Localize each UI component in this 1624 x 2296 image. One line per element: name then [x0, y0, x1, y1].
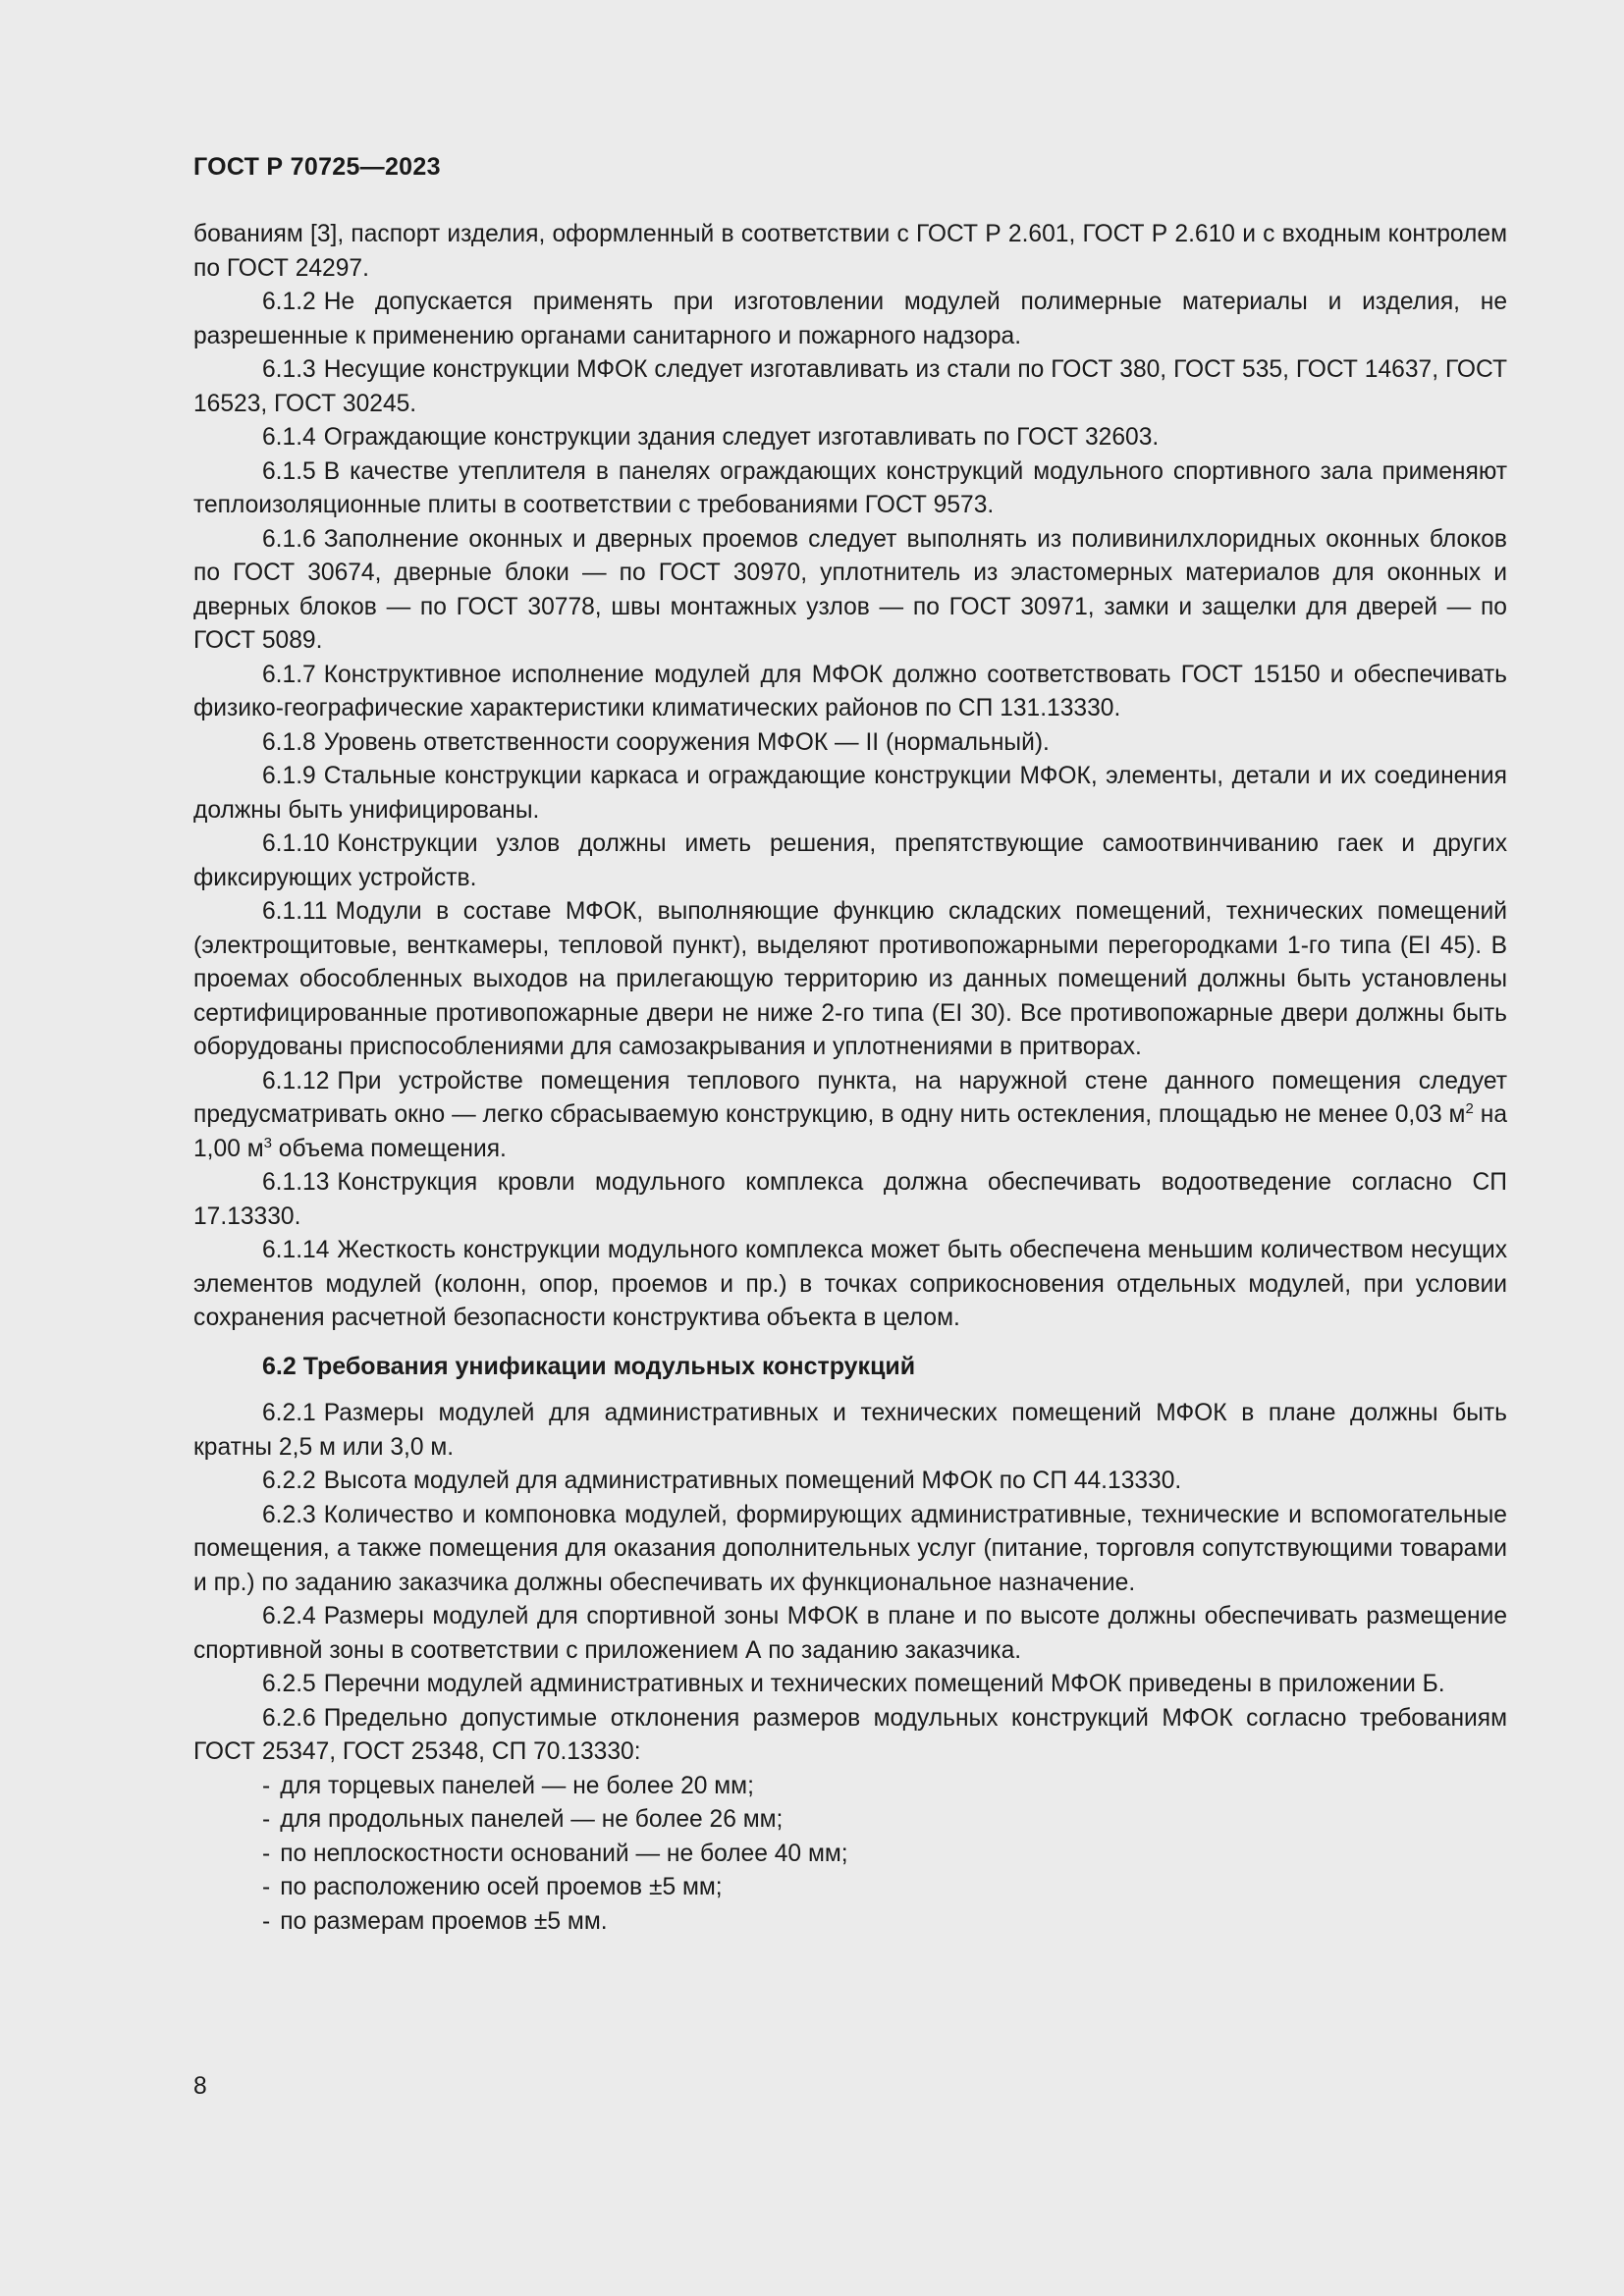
- list-item-text: для торцевых панелей — не более 20 мм;: [280, 1772, 754, 1799]
- paragraph-text: Размеры модулей для спортивной зоны МФОК в плане и по высоте должны обеспечивать размещение спортивной зоны в соответствии с приложением А по заданию заказчика.: [193, 1603, 1507, 1664]
- paragraph-text: Заполнение оконных и дверных проемов следует выполнять из поливинилхлоридных оконных блоков по ГОСТ 30674, дверные блоки — по ГОСТ 30970, уплотнитель из эластомерных материалов для оконных и дверных блоков — по ГОСТ 30778, швы монтажных узлов — по ГОСТ 30971, замки и защелки для дверей — по ГОСТ 5089.: [193, 525, 1507, 654]
- superscript: 3: [263, 1134, 272, 1151]
- list-dash: -: [262, 1840, 271, 1867]
- paragraph-text: Перечни модулей административных и технических помещений МФОК приведены в приложении Б.: [323, 1671, 1445, 1697]
- paragraph-6-1-12: [193, 1065, 1507, 1167]
- clause-number: 6.1.2: [262, 289, 316, 315]
- list-dash: -: [262, 1907, 271, 1935]
- list-item: [262, 1770, 1507, 1804]
- clause-number: 6.1.9: [262, 763, 316, 789]
- paragraph-6-1-3: [193, 353, 1507, 421]
- clause-number: 6.1.7: [262, 661, 316, 688]
- paragraph-text: Стальные конструкции каркаса и ограждающие конструкции МФОК, элементы, детали и их соединения должны быть унифицированы.: [193, 763, 1507, 824]
- paragraph-text: Количество и компоновка модулей, формирующих административные, технические и вспомогательные помещения, а также помещения для оказания дополнительных услуг (питание, торговля сопутствующими товарами и пр.) по заданию заказчика должны обеспечивать их функциональное назначение.: [193, 1501, 1507, 1596]
- paragraph-text: В качестве утеплителя в панелях ограждающих конструкций модульного спортивного зала применяют теплоизоляционные плиты в соответствии с требованиями ГОСТ 9573.: [193, 457, 1507, 518]
- clause-number: 6.1.14: [262, 1237, 330, 1263]
- paragraph-6-1-4: [193, 421, 1507, 455]
- paragraph-text: Модули в составе МФОК, выполняющие функцию складских помещений, технических помещений (электрощитовые, венткамеры, тепловой пункт), выделяют противопожарными перегородками 1-го типа (EI 45). В проемах обособленных выходов на прилегающую территорию из данных помещений должны быть установлены сертифицированные противопожарные двери не ниже 2-го типа (EI 30). Все противопожарные двери должны быть оборудованы приспособлениями для самозакрывания и уплотнениями в притворах.: [193, 898, 1507, 1060]
- list-item-text: по расположению осей проемов ±5 мм;: [280, 1874, 723, 1900]
- list-item-text: для продольных панелей — не более 26 мм;: [280, 1806, 784, 1833]
- paragraph-text: Уровень ответственности сооружения МФОК — II (нормальный).: [323, 728, 1050, 756]
- paragraph-6-2-2: [193, 1465, 1507, 1499]
- paragraph-6-2-4: [193, 1600, 1507, 1668]
- document-header: ГОСТ Р 70725—2023: [193, 153, 441, 181]
- list-dash: -: [262, 1874, 271, 1900]
- paragraph-text: Конструкция кровли модульного комплекса должна обеспечивать водоотведение согласно СП 17.13330.: [193, 1169, 1507, 1230]
- tolerance-list: [193, 1770, 1507, 1940]
- clause-number: 6.1.3: [262, 356, 316, 383]
- list-item: [262, 1871, 1507, 1905]
- paragraph-text: При устройстве помещения теплового пункта, на наружной стене данного помещения следует предусматривать окно — легко сбрасываемую конструкцию, в одну нить остекления, площадью не менее 0,03 м: [193, 1067, 1507, 1128]
- paragraph-6-2-5: [193, 1668, 1507, 1702]
- page-number: 8: [193, 2073, 207, 2100]
- paragraph-6-1-6: [193, 523, 1507, 659]
- clause-number: 6.1.11: [262, 898, 328, 925]
- paragraph-text: Жесткость конструкции модульного комплекса может быть обеспечена меньшим количеством несущих элементов модулей (колонн, опор, проемов и пр.) в точках соприкосновения отдельных модулей, при условии сохранения расчетной безопасности конструктива объекта в целом.: [193, 1237, 1507, 1331]
- clause-number: 6.2.4: [262, 1603, 316, 1629]
- document-body: [193, 218, 1507, 1939]
- paragraph-6-1-11: [193, 895, 1507, 1065]
- paragraph-6-1-14: [193, 1234, 1507, 1336]
- paragraph-6-1-8: [193, 726, 1507, 761]
- clause-number: 6.2.5: [262, 1671, 316, 1697]
- clause-number: 6.1.12: [262, 1067, 330, 1095]
- clause-number: 6.2.6: [262, 1704, 316, 1732]
- clause-number: 6.1.6: [262, 525, 316, 553]
- clause-number: 6.1.10: [262, 830, 330, 857]
- list-item: [262, 1803, 1507, 1838]
- list-dash: -: [262, 1772, 271, 1799]
- paragraph-text: Высота модулей для административных помещений МФОК по СП 44.13330.: [323, 1468, 1182, 1494]
- paragraph-6-2-1: [193, 1397, 1507, 1465]
- paragraph-6-1-13: [193, 1166, 1507, 1234]
- list-item: [262, 1838, 1507, 1872]
- paragraph-text: Ограждающие конструкции здания следует изготавливать по ГОСТ 32603.: [323, 424, 1160, 451]
- paragraph-continuation: [193, 218, 1507, 286]
- section-heading: 6.2 Требования унификации модульных конструкций: [262, 1352, 916, 1380]
- paragraph-6-1-7: [193, 659, 1507, 726]
- clause-number: 6.2.1: [262, 1400, 316, 1426]
- clause-number: 6.1.4: [262, 424, 316, 451]
- superscript: 2: [1465, 1100, 1474, 1117]
- list-item-text: по размерам проемов ±5 мм.: [280, 1907, 608, 1935]
- clause-number: 6.2.3: [262, 1501, 316, 1528]
- list-item-text: по неплоскостности оснований — не более 40 мм;: [280, 1840, 848, 1867]
- paragraph-text: Конструктивное исполнение модулей для МФОК должно соответствовать ГОСТ 15150 и обеспечивать физико-географические характеристики климатических районов по СП 131.13330.: [193, 661, 1507, 721]
- paragraph-6-1-10: [193, 828, 1507, 895]
- clause-number: 6.1.8: [262, 728, 316, 756]
- paragraph-text: объема помещения.: [271, 1135, 507, 1162]
- paragraph-6-1-5: [193, 455, 1507, 523]
- paragraph-text: бованиям [3], паспорт изделия, оформленный в соответствии с ГОСТ Р 2.601, ГОСТ Р 2.610 и с входным контролем по ГОСТ 24297.: [193, 221, 1507, 282]
- paragraph-6-1-2: [193, 286, 1507, 353]
- document-page: [193, 137, 1507, 1939]
- clause-number: 6.1.5: [262, 457, 316, 485]
- paragraph-text: Предельно допустимые отклонения размеров модульных конструкций МФОК согласно требованиям ГОСТ 25347, ГОСТ 25348, СП 70.13330:: [193, 1704, 1507, 1765]
- paragraph-text: Несущие конструкции МФОК следует изготавливать из стали по ГОСТ 380, ГОСТ 535, ГОСТ 14637, ГОСТ 16523, ГОСТ 30245.: [193, 356, 1507, 417]
- paragraph-6-2-3: [193, 1499, 1507, 1601]
- list-item: [262, 1905, 1507, 1940]
- clause-number: 6.1.13: [262, 1169, 330, 1196]
- paragraph-6-1-9: [193, 760, 1507, 828]
- paragraph-text: на 1,00 м: [193, 1101, 1508, 1162]
- clause-number: 6.2.2: [262, 1468, 316, 1494]
- paragraph-text: Конструкции узлов должны иметь решения, препятствующие самоотвинчиванию гаек и других фиксирующих устройств.: [193, 830, 1507, 891]
- paragraph-text: Не допускается применять при изготовлении модулей полимерные материалы и изделия, не разрешенные к применению органами санитарного и пожарного надзора.: [193, 289, 1507, 349]
- paragraph-6-2-6: [193, 1702, 1507, 1770]
- paragraph-text: Размеры модулей для административных и технических помещений МФОК в плане должны быть кратны 2,5 м или 3,0 м.: [193, 1400, 1507, 1461]
- list-dash: -: [262, 1806, 271, 1833]
